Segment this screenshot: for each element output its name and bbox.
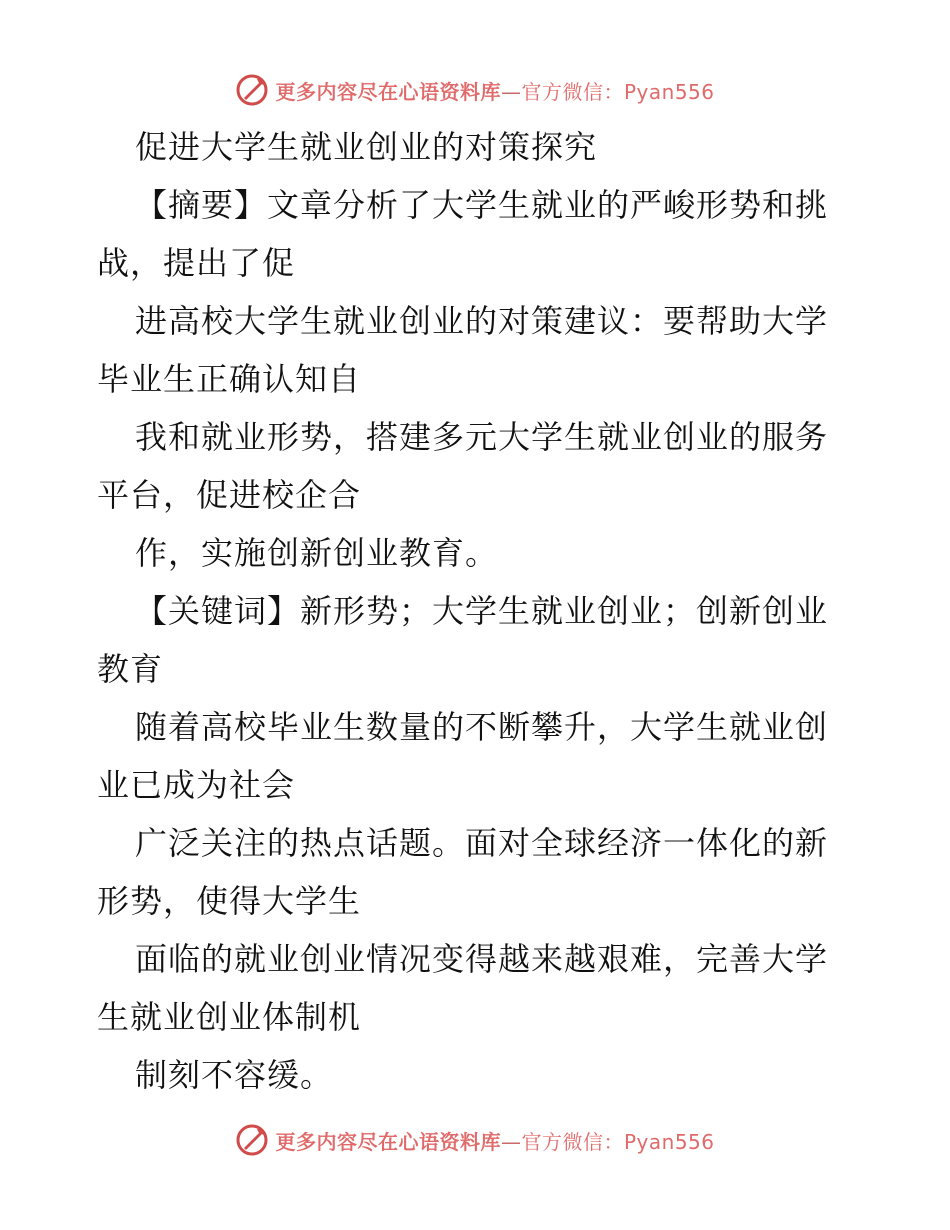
banner-wechat-id: Pyan556: [623, 79, 715, 104]
document-body: [97, 118, 853, 1104]
banner-wechat-label: 官方微信：: [521, 79, 624, 104]
keywords-line: 【关键词】新形势；大学生就业创业；创新创业: [135, 592, 829, 630]
body-paragraph-line: 生就业创业体制机: [97, 998, 362, 1036]
body-paragraph-line: 面临的就业创业情况变得越来越艰难，完善大学: [135, 940, 829, 978]
document-title: 促进大学生就业创业的对策探究: [135, 128, 598, 166]
abstract-line: 战，提出了促: [97, 244, 296, 282]
red-quill-logo-icon: [235, 1123, 269, 1157]
red-quill-logo-icon: [235, 73, 269, 107]
abstract-line: 【摘要】文章分析了大学生就业的严峻形势和挑: [135, 186, 829, 224]
banner-site-name: 更多内容尽在心语资料库: [275, 79, 501, 104]
header-banner: [0, 70, 950, 110]
banner-wechat-label: 官方微信：: [521, 1129, 624, 1154]
footer-banner: [0, 1120, 950, 1160]
body-paragraph-line: 制刻不容缓。: [135, 1056, 334, 1094]
banner-text: [275, 76, 714, 105]
banner-site-name: 更多内容尽在心语资料库: [275, 1129, 501, 1154]
keywords-line: 教育: [97, 650, 164, 688]
abstract-line: 毕业生正确认知自: [97, 360, 362, 398]
abstract-line: 我和就业形势，搭建多元大学生就业创业的服务: [135, 418, 829, 456]
banner-separator: —: [500, 79, 522, 104]
body-paragraph-line: 广泛关注的热点话题。面对全球经济一体化的新: [135, 824, 829, 862]
banner-text: [275, 1126, 714, 1155]
banner-wechat-id: Pyan556: [623, 1129, 715, 1154]
abstract-line: 作，实施创新创业教育。: [135, 534, 499, 572]
abstract-line: 进高校大学生就业创业的对策建议：要帮助大学: [135, 302, 829, 340]
abstract-line: 平台，促进校企合: [97, 476, 362, 514]
body-paragraph-line: 业已成为社会: [97, 766, 296, 804]
body-paragraph-line: 随着高校毕业生数量的不断攀升，大学生就业创: [135, 708, 829, 746]
body-paragraph-line: 形势，使得大学生: [97, 882, 362, 920]
banner-separator: —: [500, 1129, 522, 1154]
